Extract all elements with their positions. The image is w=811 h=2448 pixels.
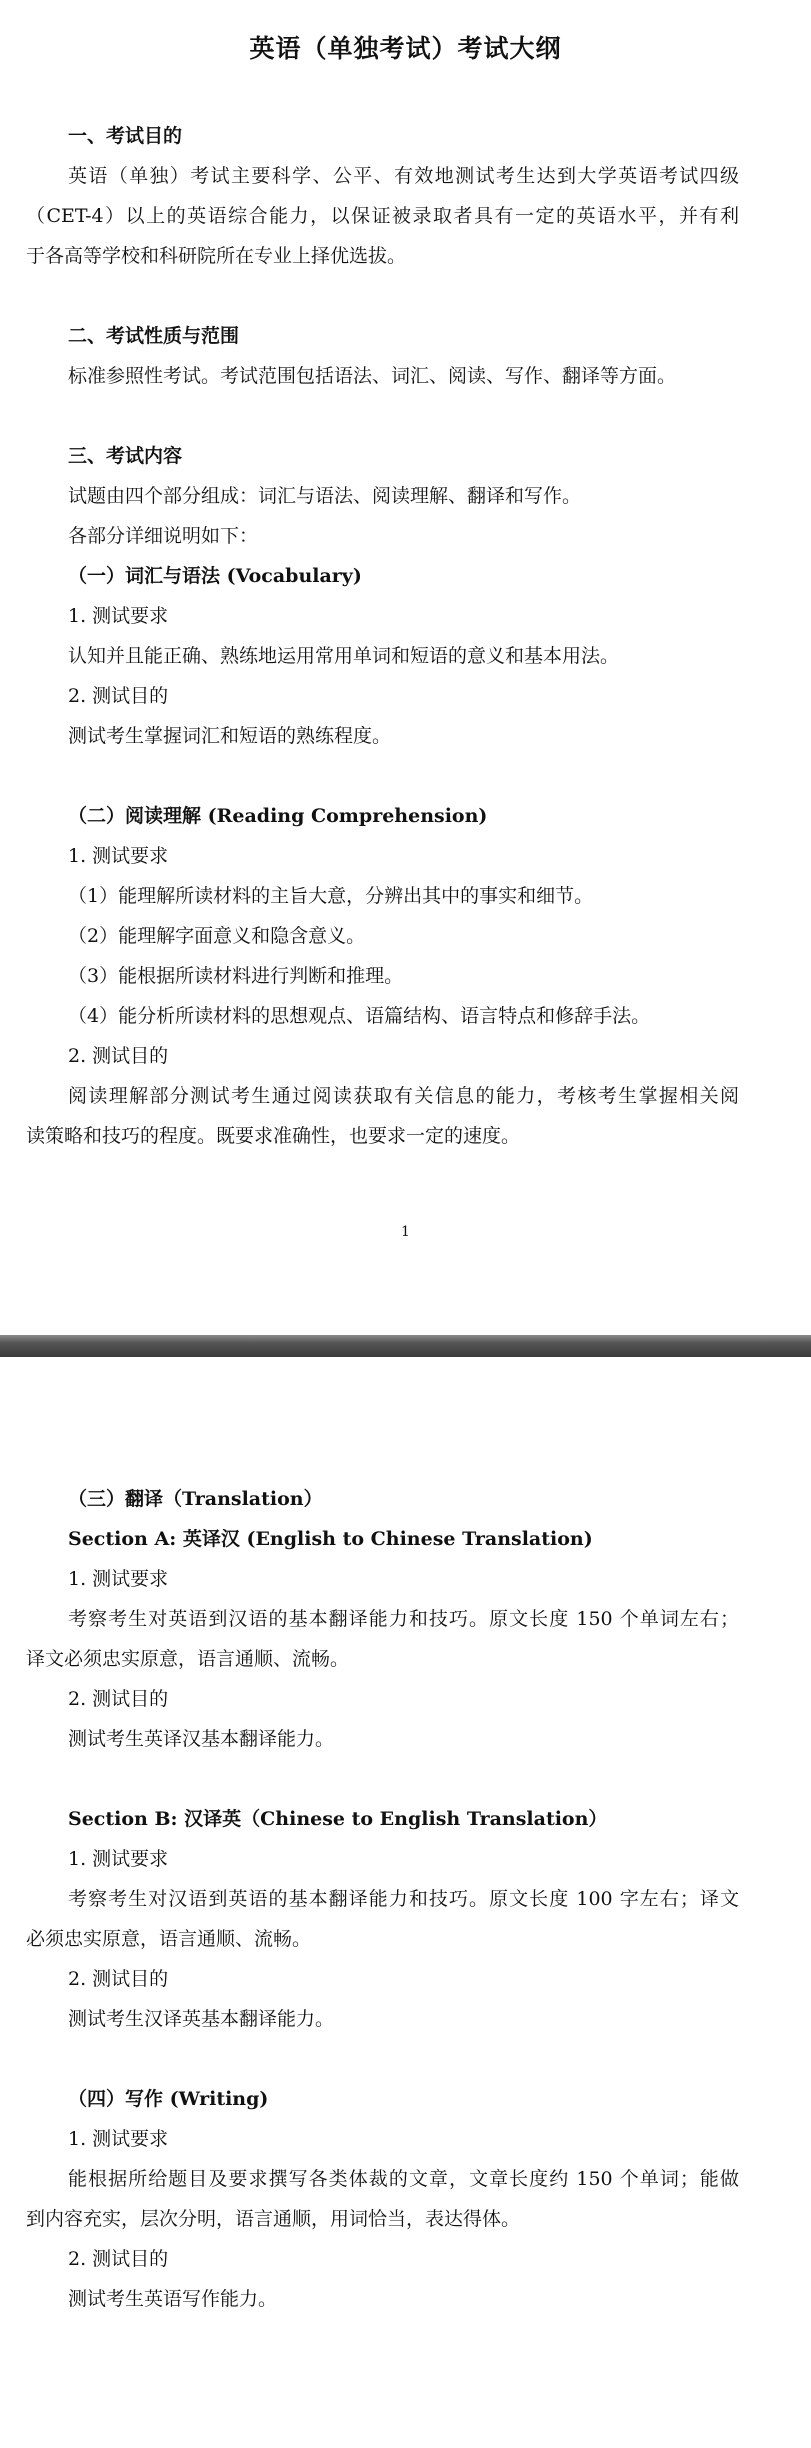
section-a-goal-label: 2. 测试目的 — [68, 1688, 169, 1710]
section-1-line-2: （CET-4）以上的英语综合能力，以保证被录取者具有一定的英语水平，并有利 — [26, 205, 739, 227]
section-1-line-3: 于各高等学校和科研院所在专业上择优选拔。 — [26, 245, 407, 267]
section-a-requirement-label: 1. 测试要求 — [68, 1568, 169, 1590]
section-3-intro-2: 各部分详细说明如下： — [68, 525, 259, 547]
document-page-2 — [0, 1357, 811, 2448]
reading-goal-line-2: 读策略和技巧的程度。既要求准确性，也要求一定的速度。 — [26, 1125, 521, 1147]
page-divider — [0, 1335, 811, 1357]
writing-requirement-label: 1. 测试要求 — [68, 2128, 169, 2150]
translation-heading: （三）翻译（Translation） — [68, 1488, 323, 1510]
section-3-heading: 三、考试内容 — [68, 445, 183, 467]
reading-goal-label: 2. 测试目的 — [68, 1045, 169, 1067]
section-2-heading: 二、考试性质与范围 — [68, 325, 240, 347]
section-1-heading: 一、考试目的 — [68, 125, 183, 147]
document-title: 英语（单独考试）考试大纲 — [249, 34, 562, 63]
section-a-requirement-line-1: 考察考生对英语到汉语的基本翻译能力和技巧。原文长度 150 个单词左右； — [68, 1608, 739, 1630]
reading-requirement-item-4: （4）能分析所读材料的思想观点、语篇结构、语言特点和修辞手法。 — [68, 1005, 651, 1027]
writing-heading: （四）写作 (Writing) — [68, 2088, 269, 2110]
writing-goal-text: 测试考生英语写作能力。 — [68, 2288, 278, 2310]
reading-heading: （二）阅读理解 (Reading Comprehension) — [68, 805, 488, 827]
vocabulary-goal-text: 测试考生掌握词汇和短语的熟练程度。 — [68, 725, 392, 747]
section-b-goal-label: 2. 测试目的 — [68, 1968, 169, 1990]
writing-requirement-line-2: 到内容充实，层次分明，语言通顺，用词恰当，表达得体。 — [26, 2208, 521, 2230]
reading-requirement-item-1: （1）能理解所读材料的主旨大意，分辨出其中的事实和细节。 — [68, 885, 594, 907]
section-3-intro-1: 试题由四个部分组成：词汇与语法、阅读理解、翻译和写作。 — [68, 485, 582, 507]
section-a-goal-text: 测试考生英译汉基本翻译能力。 — [68, 1728, 335, 1750]
section-b-requirement-line-2: 必须忠实原意，语言通顺、流畅。 — [26, 1928, 312, 1950]
vocabulary-requirement-label: 1. 测试要求 — [68, 605, 169, 627]
vocabulary-goal-label: 2. 测试目的 — [68, 685, 169, 707]
section-a-heading: Section A: 英译汉 (English to Chinese Translation) — [68, 1528, 593, 1550]
reading-requirement-item-3: （3）能根据所读材料进行判断和推理。 — [68, 965, 404, 987]
section-b-requirement-line-1: 考察考生对汉语到英语的基本翻译能力和技巧。原文长度 100 字左右；译文 — [68, 1888, 739, 1910]
section-1-line-1: 英语（单独）考试主要科学、公平、有效地测试考生达到大学英语考试四级 — [68, 165, 739, 187]
section-2-text: 标准参照性考试。考试范围包括语法、词汇、阅读、写作、翻译等方面。 — [68, 365, 677, 387]
writing-requirement-line-1: 能根据所给题目及要求撰写各类体裁的文章，文章长度约 150 个单词；能做 — [68, 2168, 739, 2190]
vocabulary-requirement-text: 认知并且能正确、熟练地运用常用单词和短语的意义和基本用法。 — [68, 645, 620, 667]
reading-requirement-item-2: （2）能理解字面意义和隐含意义。 — [68, 925, 366, 947]
section-b-requirement-label: 1. 测试要求 — [68, 1848, 169, 1870]
reading-requirement-label: 1. 测试要求 — [68, 845, 169, 867]
page-number: 1 — [401, 1224, 410, 1240]
section-b-heading: Section B: 汉译英（Chinese to English Translation） — [68, 1808, 608, 1830]
section-b-goal-text: 测试考生汉译英基本翻译能力。 — [68, 2008, 335, 2030]
section-a-requirement-line-2: 译文必须忠实原意，语言通顺、流畅。 — [26, 1648, 350, 1670]
reading-goal-line-1: 阅读理解部分测试考生通过阅读获取有关信息的能力，考核考生掌握相关阅 — [68, 1085, 739, 1107]
vocabulary-heading: （一）词汇与语法 (Vocabulary) — [68, 565, 362, 587]
writing-goal-label: 2. 测试目的 — [68, 2248, 169, 2270]
